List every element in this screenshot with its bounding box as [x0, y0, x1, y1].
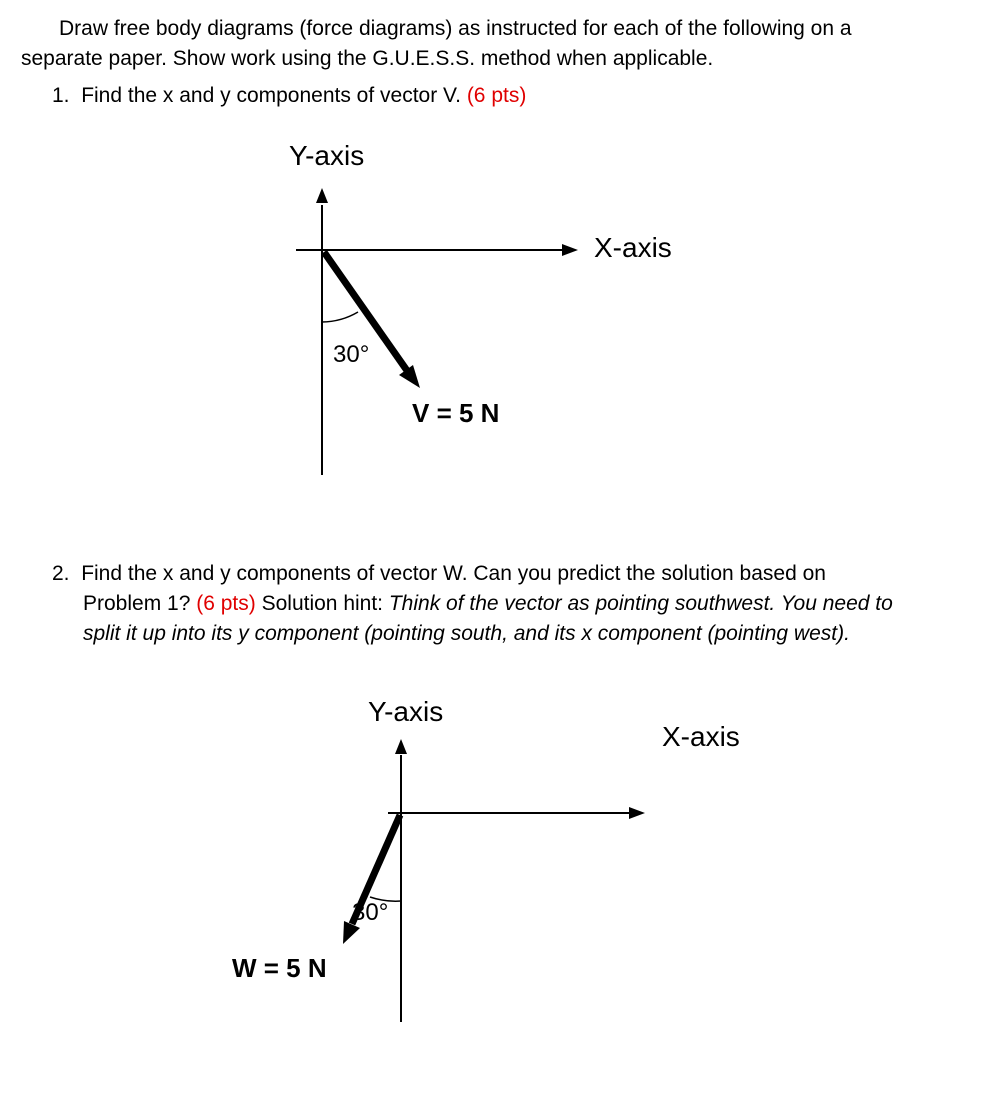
problem-2-points: (6 pts)	[196, 592, 256, 615]
x-axis-label: X-axis	[594, 232, 672, 263]
intro-line-2: separate paper. Show work using the G.U.E.S.S. method when applicable.	[21, 47, 714, 70]
problem-2-text-1: Find the x and y components of vector W. Can you predict the solution based on	[81, 562, 826, 585]
y-axis-arrowhead	[395, 739, 407, 754]
problem-1-text: Find the x and y components of vector V.	[81, 84, 461, 107]
problem-2-number: 2.	[52, 562, 70, 585]
problem-2-text-2: Problem 1?	[83, 592, 191, 615]
angle-label: 30°	[333, 341, 370, 368]
vector-w-label: W = 5 N	[232, 953, 327, 983]
problem-1-points: (6 pts)	[466, 84, 527, 107]
y-axis-label: Y-axis	[289, 140, 365, 171]
y-axis-label: Y-axis	[368, 696, 444, 727]
x-axis-label: X-axis	[662, 721, 740, 752]
problem-2-line-3: split it up into its y component (pointing south, and its x component (pointing west).	[83, 622, 850, 645]
problem-2-hint-text-1: Think of the vector as pointing southwest. You need to	[388, 592, 893, 615]
intro-line-1: Draw free body diagrams (force diagrams) as instructed for each of the following on a	[59, 17, 852, 40]
x-axis-arrowhead	[629, 807, 645, 819]
problem-1-number: 1.	[52, 84, 70, 107]
vector-v-label: V = 5 N	[412, 398, 500, 428]
problem-2-hint-label: Solution hint:	[261, 592, 384, 615]
angle-label: 30°	[352, 899, 389, 926]
